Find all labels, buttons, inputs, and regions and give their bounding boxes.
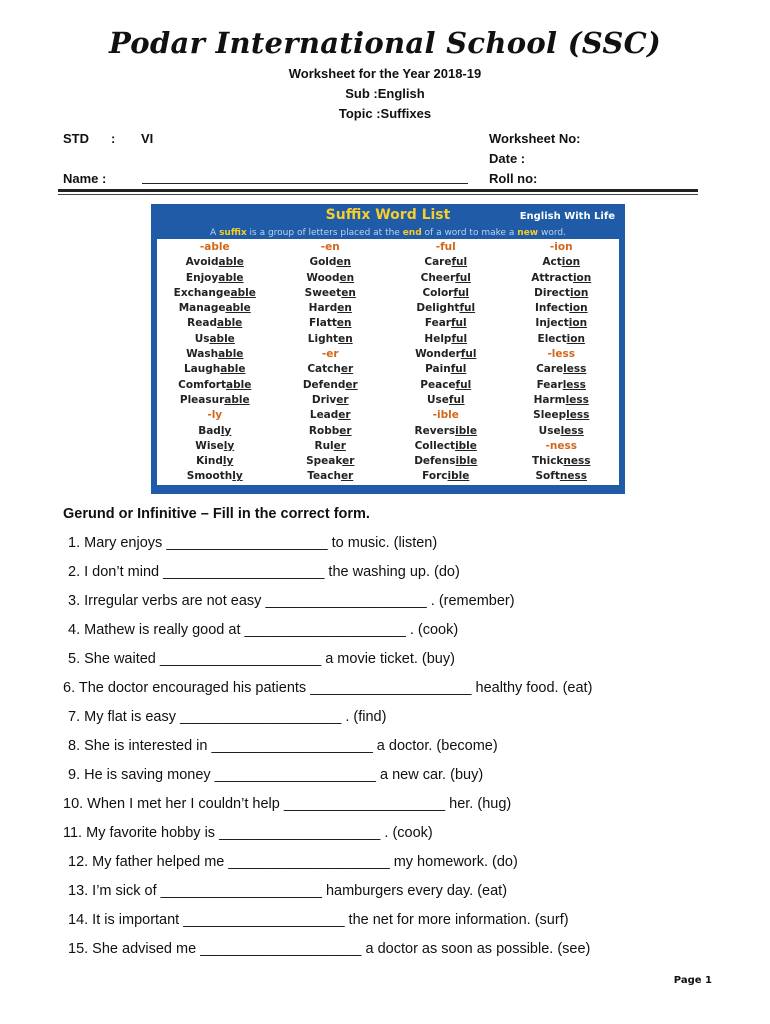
word-suffix: en xyxy=(339,271,355,284)
suffix-word xyxy=(388,332,504,347)
suffix-word xyxy=(388,454,504,469)
word-suffix: ful xyxy=(450,363,467,376)
suffix-word xyxy=(388,378,504,393)
word-stem: Use xyxy=(538,424,561,437)
name-blank-line[interactable] xyxy=(142,183,468,184)
word-suffix: less xyxy=(560,424,584,437)
word-suffix: ly xyxy=(223,439,235,452)
question-10: 10. When I met her I couldn’t help ____________________ her. (hug) xyxy=(63,796,512,812)
suffix-word xyxy=(273,393,389,408)
suffix-word xyxy=(388,469,504,484)
word-suffix: er xyxy=(340,363,354,376)
word-suffix: ion xyxy=(572,271,592,284)
suffix-heading: -ible xyxy=(432,409,459,422)
suffix-word xyxy=(273,316,389,331)
word-suffix: ible xyxy=(455,439,477,452)
word-stem: Inject xyxy=(535,317,569,330)
word-suffix: ful xyxy=(460,348,477,361)
suffix-heading: -ion xyxy=(549,241,573,253)
word-stem: Fear xyxy=(424,317,451,330)
word-stem: Cheer xyxy=(420,271,456,284)
word-stem: Wash xyxy=(186,348,219,361)
suffix-list-header xyxy=(157,204,619,228)
word-suffix: ion xyxy=(566,332,585,345)
word-stem: Driv xyxy=(311,393,337,406)
word-suffix: ion xyxy=(570,286,589,299)
suffix-heading: -ness xyxy=(545,439,577,452)
suffix-word xyxy=(273,301,389,316)
suffix-word xyxy=(157,424,273,439)
word-stem: Care xyxy=(536,363,564,376)
word-stem: Smooth xyxy=(186,470,233,483)
suffix-word xyxy=(504,362,620,377)
suffix-word xyxy=(157,393,273,408)
word-suffix: ful xyxy=(453,286,470,299)
question-15: 15. She advised me ____________________ a doctor as soon as possible. (see) xyxy=(68,941,591,957)
suffix-word xyxy=(388,424,504,439)
suffix-word xyxy=(157,454,273,469)
word-suffix: er xyxy=(345,378,358,391)
word-suffix: able xyxy=(216,317,243,330)
word-stem: Delight xyxy=(416,302,460,315)
word-suffix: ion xyxy=(569,302,588,315)
word-suffix: less xyxy=(565,393,589,406)
question-5: 5. She waited ____________________ a movie ticket. (buy) xyxy=(68,651,455,667)
word-stem: Harm xyxy=(533,393,566,406)
roll-no-label: Roll no: xyxy=(489,171,538,186)
word-stem: Gold xyxy=(309,256,337,269)
word-suffix: ly xyxy=(222,455,234,468)
word-suffix: ful xyxy=(459,302,476,315)
word-suffix: ness xyxy=(563,455,591,468)
suffix-list-title: Suffix Word List xyxy=(325,207,451,223)
suffix-word xyxy=(273,362,389,377)
suffix-word xyxy=(388,301,504,316)
suffix-word xyxy=(157,469,273,484)
word-stem: Forc xyxy=(422,470,448,483)
word-stem: Read xyxy=(187,317,217,330)
word-suffix: less xyxy=(566,409,590,422)
word-suffix: ible xyxy=(455,424,477,437)
word-suffix: er xyxy=(333,439,346,452)
suffix-word xyxy=(157,255,273,270)
page-number: Page 1 xyxy=(673,975,712,986)
word-suffix: able xyxy=(226,378,252,391)
suffix-grid xyxy=(157,239,619,485)
suffix-word xyxy=(388,347,504,362)
word-suffix: en xyxy=(338,332,353,345)
word-stem: Elect xyxy=(537,332,567,345)
suffix-word xyxy=(157,347,273,362)
word-stem: Hard xyxy=(308,302,338,315)
word-stem: Fear xyxy=(536,378,563,391)
word-suffix: ful xyxy=(455,378,472,391)
word-stem: Revers xyxy=(414,424,456,437)
question-14: 14. It is important ____________________ the net for more information. (surf) xyxy=(68,912,569,928)
suffix-word xyxy=(273,408,389,423)
name-label: Name : xyxy=(63,171,107,186)
suffix-word xyxy=(157,378,273,393)
word-suffix: less xyxy=(563,363,587,376)
word-suffix: ion xyxy=(568,317,588,330)
suffix-word xyxy=(273,424,389,439)
suffix-column xyxy=(273,240,389,485)
word-suffix: en xyxy=(337,302,352,315)
subject-line: Sub :English xyxy=(345,86,425,101)
worksheet-no-label: Worksheet No: xyxy=(489,131,581,146)
word-stem: Flatt xyxy=(308,317,337,330)
word-stem: Robb xyxy=(308,424,340,437)
suffix-heading: -able xyxy=(199,241,230,253)
suffix-column xyxy=(504,240,620,485)
word-stem: Enjoy xyxy=(185,271,219,284)
date-label: Date : xyxy=(489,151,526,166)
word-stem: Pain xyxy=(425,363,451,376)
word-stem: Care xyxy=(424,256,452,269)
suffix-word xyxy=(388,393,504,408)
word-suffix: en xyxy=(336,317,352,330)
word-stem: Pleasur xyxy=(179,393,225,406)
suffix-word xyxy=(388,362,504,377)
question-6: 6. The doctor encouraged his patients ____________________ healthy food. (eat) xyxy=(63,680,593,696)
word-stem: Manage xyxy=(178,302,226,315)
word-stem: Wood xyxy=(306,271,340,284)
word-stem: Sweet xyxy=(304,286,342,299)
worksheet-year: Worksheet for the Year 2018-19 xyxy=(288,66,482,81)
word-stem: Wonder xyxy=(415,348,461,361)
word-suffix: ible xyxy=(455,455,478,468)
suffix-word xyxy=(504,469,620,484)
topic-line: Topic :Suffixes xyxy=(338,106,432,121)
word-suffix: less xyxy=(562,378,586,391)
header-divider-thin xyxy=(58,194,698,195)
word-stem: Color xyxy=(422,286,454,299)
suffix-column xyxy=(388,240,504,485)
word-stem: Act xyxy=(542,256,562,269)
word-stem: Us xyxy=(194,332,210,345)
suffix-word xyxy=(273,332,389,347)
word-stem: Speak xyxy=(306,455,343,468)
word-suffix: able xyxy=(220,363,246,376)
suffix-word xyxy=(157,271,273,286)
suffix-word xyxy=(388,255,504,270)
exercise-heading: Gerund or Infinitive – Fill in the correct form. xyxy=(63,506,370,522)
word-suffix: able xyxy=(218,271,244,284)
suffix-word xyxy=(157,362,273,377)
word-stem: Comfort xyxy=(178,378,226,391)
word-stem: Peace xyxy=(420,378,456,391)
suffix-heading: -er xyxy=(321,348,339,361)
suffix-heading: -en xyxy=(320,241,340,253)
suffix-word xyxy=(388,316,504,331)
word-suffix: able xyxy=(209,332,235,345)
word-stem: Infect xyxy=(534,302,570,315)
suffix-word xyxy=(157,316,273,331)
word-stem: Help xyxy=(424,332,452,345)
word-suffix: able xyxy=(218,256,244,269)
suffix-word xyxy=(504,332,620,347)
word-stem: Kind xyxy=(196,455,223,468)
word-stem: Laugh xyxy=(183,363,221,376)
suffix-word xyxy=(157,301,273,316)
suffix-word xyxy=(273,255,389,270)
suffix-word xyxy=(504,255,620,270)
suffix-word xyxy=(388,439,504,454)
word-suffix: able xyxy=(224,393,250,406)
question-13: 13. I’m sick of ____________________ hamburgers every day. (eat) xyxy=(68,883,508,899)
word-stem: Light xyxy=(307,332,339,345)
suffix-column xyxy=(157,240,273,485)
word-suffix: ly xyxy=(220,424,232,437)
word-suffix: ful xyxy=(455,271,471,284)
suffix-word xyxy=(504,316,620,331)
word-suffix: ful xyxy=(448,393,465,406)
question-12: 12. My father helped me ____________________ my homework. (do) xyxy=(68,854,518,870)
suffix-heading: -ful xyxy=(435,241,456,253)
suffix-word xyxy=(504,286,620,301)
word-suffix: ful xyxy=(451,256,468,269)
word-suffix: er xyxy=(336,393,349,406)
word-suffix: able xyxy=(230,286,256,299)
suffix-word xyxy=(504,408,620,423)
suffix-heading: -ly xyxy=(207,409,223,422)
question-2: 2. I don’t mind ____________________ the washing up. (do) xyxy=(68,564,460,580)
suffix-word xyxy=(504,393,620,408)
suffix-word xyxy=(157,439,273,454)
suffix-definition: A suffix is a group of letters placed at the end of a word to make a new word. xyxy=(210,228,566,238)
suffix-word xyxy=(273,271,389,286)
std-label: STD xyxy=(63,131,89,146)
std-value: VI xyxy=(141,131,154,146)
word-stem: Direct xyxy=(534,286,571,299)
school-title: Podar International School (SSC) xyxy=(108,26,662,60)
word-stem: Collect xyxy=(414,439,456,452)
word-suffix: en xyxy=(341,286,356,299)
word-stem: Teach xyxy=(307,470,341,483)
word-stem: Avoid xyxy=(185,256,219,269)
suffix-word xyxy=(273,286,389,301)
word-stem: Lead xyxy=(309,409,339,422)
std-colon: : xyxy=(111,131,116,146)
suffix-word xyxy=(504,424,620,439)
question-3: 3. Irregular verbs are not easy ____________________ . (remember) xyxy=(68,593,515,609)
question-11: 11. My favorite hobby is ____________________ . (cook) xyxy=(63,825,433,841)
word-suffix: er xyxy=(339,424,352,437)
suffix-word xyxy=(504,378,620,393)
word-suffix: er xyxy=(338,409,351,422)
word-stem: Soft xyxy=(535,470,560,483)
word-suffix: ible xyxy=(447,470,470,483)
suffix-word xyxy=(273,378,389,393)
word-suffix: en xyxy=(336,256,352,269)
word-stem: Catch xyxy=(307,363,341,376)
suffix-list-brand: English With Life xyxy=(519,211,615,222)
question-7: 7. My flat is easy ____________________ . (find) xyxy=(68,709,387,725)
word-stem: Sleep xyxy=(533,409,567,422)
word-suffix: ness xyxy=(559,470,587,483)
word-suffix: ion xyxy=(561,256,581,269)
word-suffix: er xyxy=(340,470,354,483)
suffix-word xyxy=(273,469,389,484)
word-stem: Exchange xyxy=(173,286,231,299)
word-stem: Defend xyxy=(302,378,346,391)
word-stem: Attract xyxy=(531,271,573,284)
suffix-word xyxy=(504,454,620,469)
suffix-word xyxy=(504,301,620,316)
word-suffix: able xyxy=(218,348,244,361)
word-stem: Thick xyxy=(531,455,564,468)
word-suffix: er xyxy=(342,455,355,468)
word-stem: Bad xyxy=(198,424,221,437)
header-divider-thick xyxy=(58,189,698,192)
question-1: 1. Mary enjoys ____________________ to music. (listen) xyxy=(68,535,438,551)
suffix-word xyxy=(273,439,389,454)
word-stem: Wise xyxy=(195,439,224,452)
suffix-word xyxy=(388,271,504,286)
suffix-word-list xyxy=(151,204,625,494)
word-stem: Defens xyxy=(414,455,456,468)
word-stem: Use xyxy=(426,393,449,406)
question-4: 4. Mathew is really good at ____________________ . (cook) xyxy=(68,622,459,638)
suffix-word xyxy=(273,454,389,469)
question-8: 8. She is interested in ____________________ a doctor. (become) xyxy=(68,738,498,754)
suffix-word xyxy=(157,286,273,301)
word-stem: Rul xyxy=(314,439,334,452)
suffix-heading: -less xyxy=(547,348,576,361)
question-9: 9. He is saving money ____________________ a new car. (buy) xyxy=(68,767,484,783)
word-suffix: ful xyxy=(450,317,467,330)
suffix-word xyxy=(157,332,273,347)
suffix-word xyxy=(388,286,504,301)
word-suffix: ful xyxy=(451,332,468,345)
suffix-word xyxy=(504,271,620,286)
word-suffix: ly xyxy=(232,470,243,483)
word-suffix: able xyxy=(225,302,251,315)
